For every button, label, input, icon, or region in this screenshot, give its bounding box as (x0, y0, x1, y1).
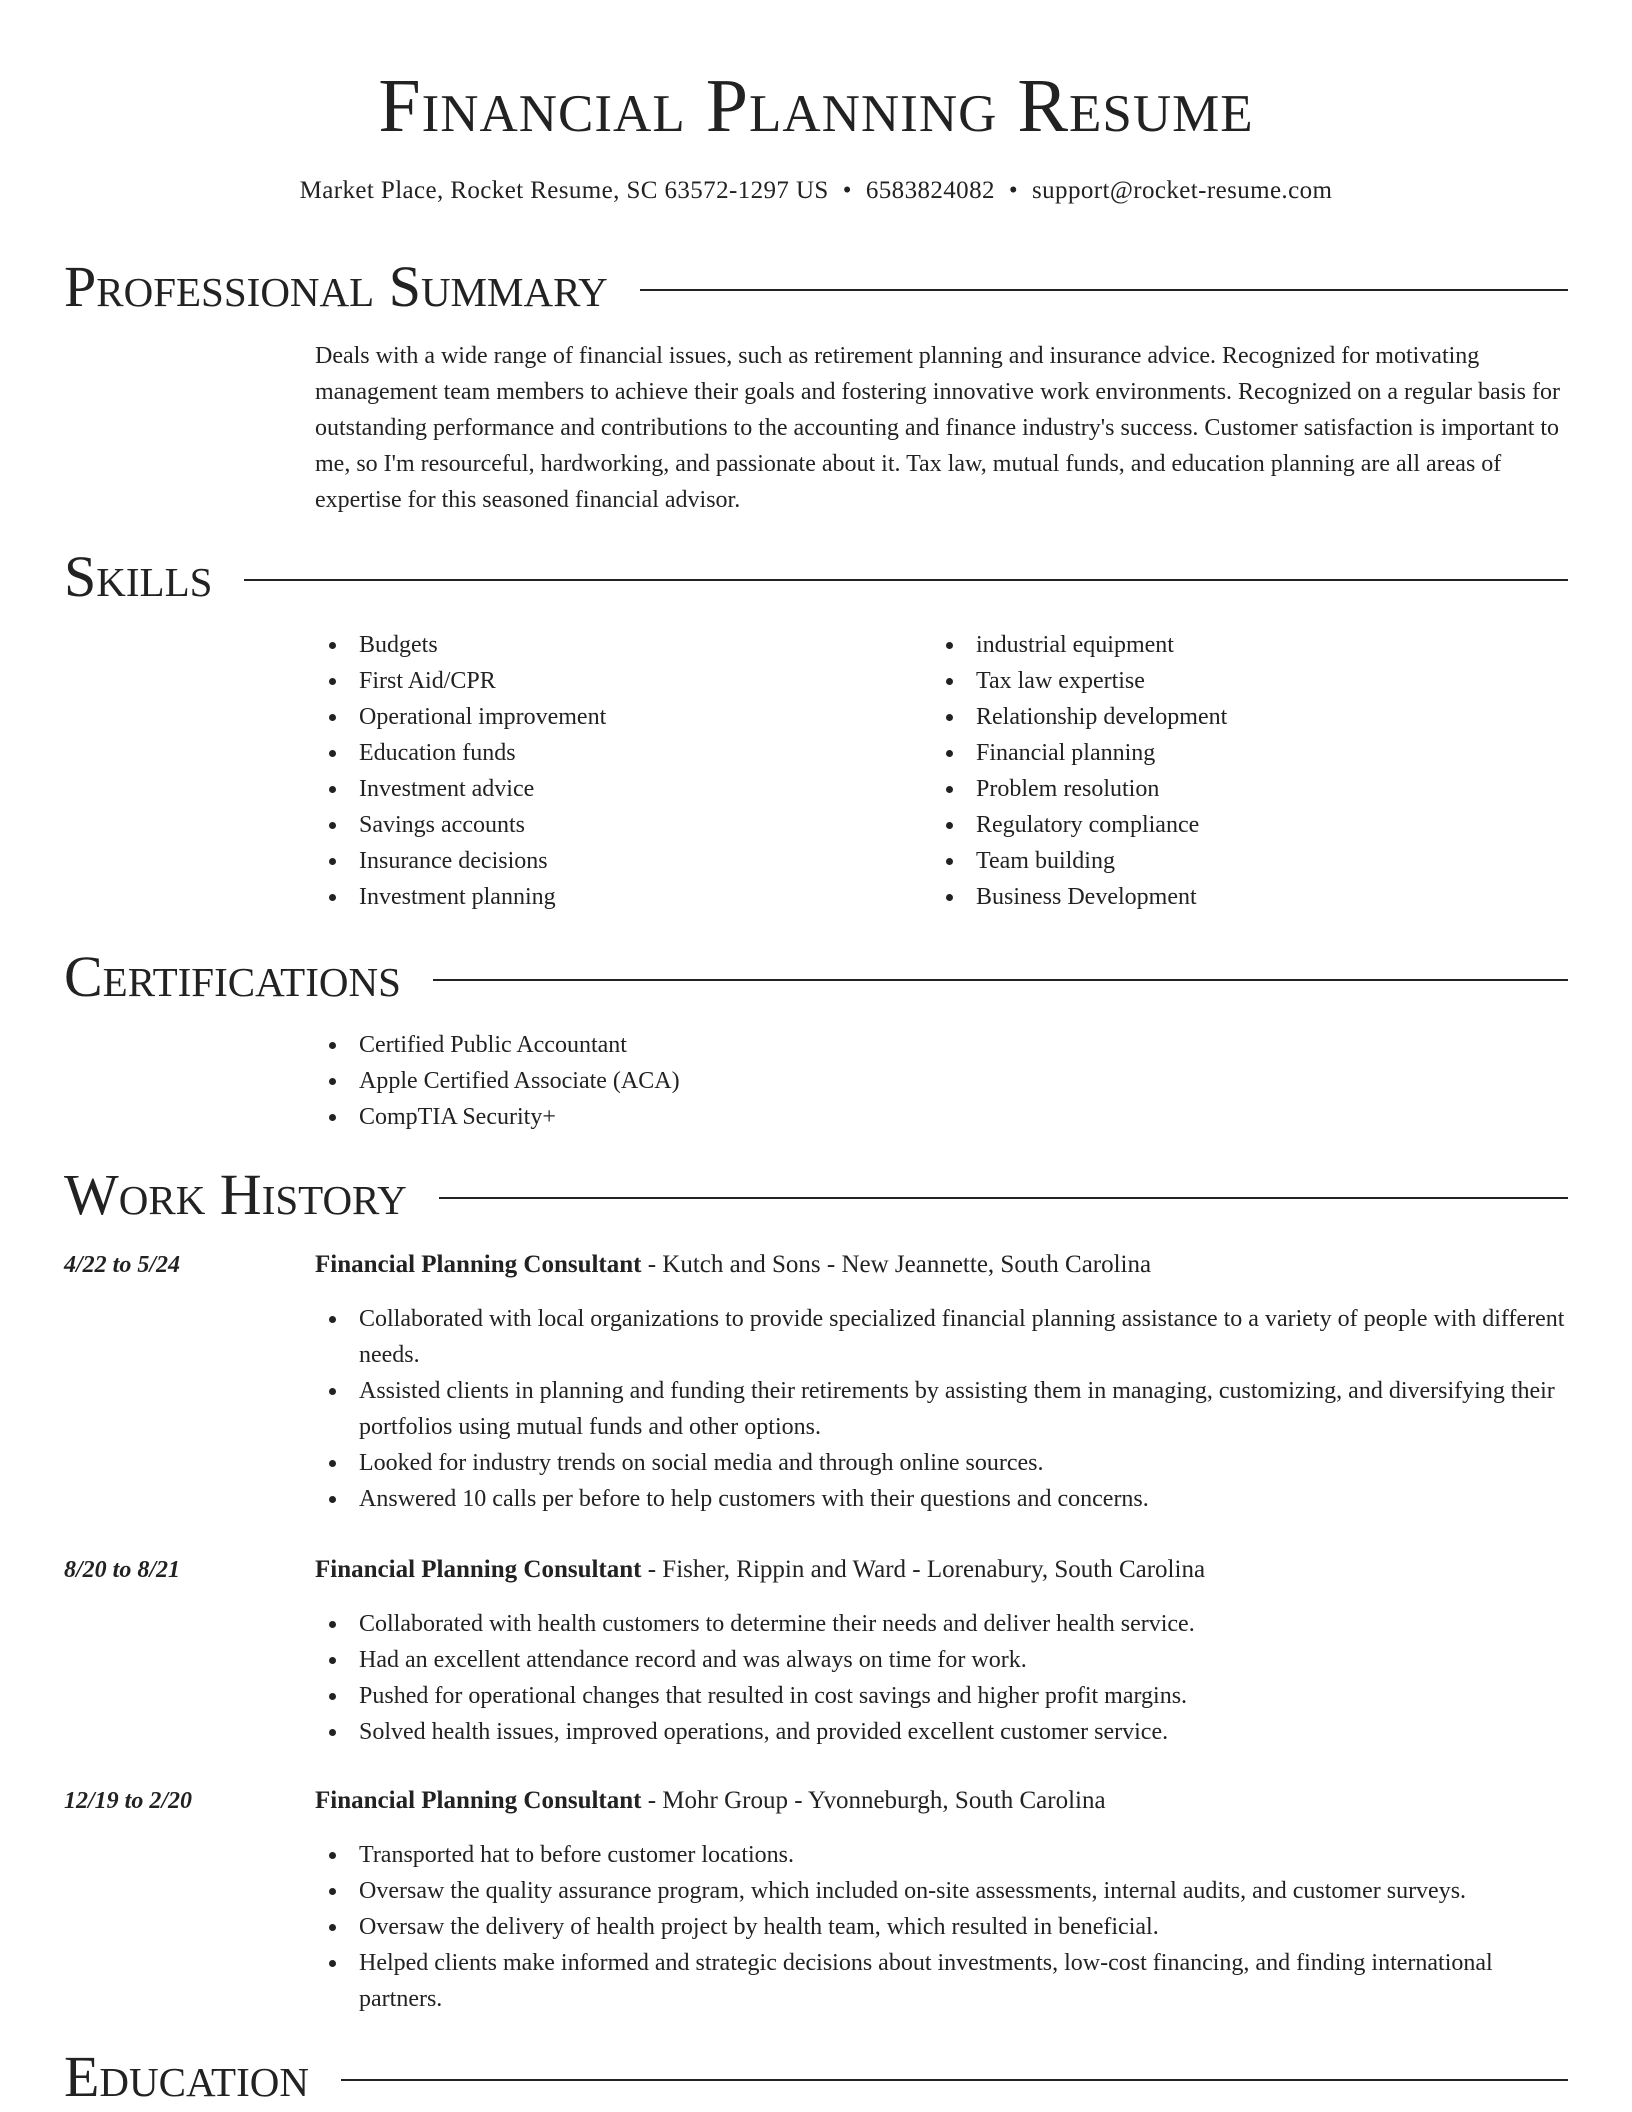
duty-item: Assisted clients in planning and funding their retirements by assisting them in managing, customizing, and diversifying their portfolios using mutual funds and other options. (315, 1373, 1570, 1445)
job-company-location: - Fisher, Rippin and Ward - Lorenabury, South Carolina (641, 1556, 1206, 1583)
job-company-location: - Mohr Group - Yvonneburgh, South Carolina (641, 1787, 1106, 1814)
skill-item: Investment planning (315, 879, 915, 915)
section-divider (640, 289, 1568, 291)
section-heading-certifications (64, 942, 1568, 1012)
job-heading (315, 1783, 1106, 1819)
contact-separator: • (1008, 177, 1019, 204)
duty-item: Oversaw the delivery of health project by health team, which resulted in beneficial. (315, 1909, 1570, 1945)
skills-list (932, 627, 1552, 915)
contact-separator: • (842, 177, 852, 204)
skill-item: Tax law expertise (932, 663, 1552, 699)
duty-item: Pushed for operational changes that resulted in cost savings and higher profit margins. (315, 1678, 1570, 1714)
skill-item: Business Development (932, 879, 1552, 915)
contact-phone[interactable]: 6583824082 (865, 177, 995, 204)
job-duties (315, 1837, 1570, 2017)
duties-list (315, 1837, 1570, 2017)
duty-item: Solved health issues, improved operations, and provided excellent customer service. (315, 1714, 1570, 1750)
duty-item: Collaborated with local organizations to provide specialized financial planning assistance to a variety of people with different needs. (315, 1301, 1570, 1373)
duties-list (315, 1301, 1570, 1517)
section-divider (439, 1197, 1568, 1199)
duty-item: Collaborated with health customers to determine their needs and deliver health service. (315, 1606, 1570, 1642)
section-title: Skills (64, 544, 213, 609)
job-heading (315, 1247, 1151, 1283)
duty-item: Looked for industry trends on social media and through online sources. (315, 1445, 1570, 1481)
section-divider (341, 2079, 1568, 2081)
skill-item: Insurance decisions (315, 843, 915, 879)
skill-item: Financial planning (932, 735, 1552, 771)
job-dates: 12/19 to 2/20 (64, 1788, 193, 1814)
job-heading (315, 1552, 1205, 1588)
job-role: Financial Planning Consultant (315, 1251, 642, 1278)
contact-line (0, 174, 1632, 208)
skill-item: Investment advice (315, 771, 915, 807)
job-role: Financial Planning Consultant (315, 1787, 642, 1814)
skill-item: Budgets (315, 627, 915, 663)
duty-item: Oversaw the quality assurance program, which included on-site assessments, internal audits, and customer surveys. (315, 1873, 1570, 1909)
resume-title: Financial Planning Resume (378, 64, 1254, 148)
section-heading-summary (64, 252, 1568, 322)
section-heading-skills (64, 542, 1568, 612)
job-duties (315, 1301, 1570, 1517)
skill-item: Problem resolution (932, 771, 1552, 807)
skills-list (315, 627, 915, 915)
skills-column-right (932, 627, 1552, 915)
section-heading-work-history (64, 1160, 1568, 1230)
skills-column-left (315, 627, 915, 915)
section-title: Professional Summary (64, 254, 608, 319)
job-dates: 8/20 to 8/21 (64, 1557, 181, 1583)
section-title: Certifications (64, 944, 401, 1009)
skill-item: Operational improvement (315, 699, 915, 735)
section-divider (433, 979, 1568, 981)
section-heading-education (64, 2042, 1568, 2112)
certifications-block (315, 1027, 1565, 1135)
duty-item: Transported hat to before customer locations. (315, 1837, 1570, 1873)
summary-text: Deals with a wide range of financial issues, such as retirement planning and insurance advice. Recognized for motivating management team members to achieve their goals and fostering innovative work environments. Recognized on a regular basis for outstanding performance and contributions to the accounting and finance industry's success. Customer satisfaction is important to me, so I'm resourceful, hardworking, and passionate about it. Tax law, mutual funds, and education planning are all areas of expertise for this seasoned financial advisor. (315, 343, 1560, 513)
duties-list (315, 1606, 1570, 1750)
certification-item: Certified Public Accountant (315, 1027, 1565, 1063)
job-company-location: - Kutch and Sons - New Jeannette, South Carolina (641, 1251, 1152, 1278)
certification-item: Apple Certified Associate (ACA) (315, 1063, 1565, 1099)
duty-item: Helped clients make informed and strategic decisions about investments, low-cost financing, and finding international partners. (315, 1945, 1570, 2017)
skill-item: industrial equipment (932, 627, 1552, 663)
certification-item: CompTIA Security+ (315, 1099, 1565, 1135)
skill-item: Regulatory compliance (932, 807, 1552, 843)
skill-item: Team building (932, 843, 1552, 879)
job-duties (315, 1606, 1570, 1750)
certifications-list (315, 1027, 1565, 1135)
skill-item: Education funds (315, 735, 915, 771)
skill-item: Relationship development (932, 699, 1552, 735)
job-role: Financial Planning Consultant (315, 1556, 642, 1583)
job-dates: 4/22 to 5/24 (64, 1252, 181, 1278)
section-divider (244, 579, 1568, 581)
contact-address: Market Place, Rocket Resume, SC 63572-1297 US (299, 177, 829, 204)
section-title: Education (64, 2044, 309, 2109)
contact-email[interactable]: support@rocket-resume.com (1032, 177, 1333, 204)
duty-item: Answered 10 calls per before to help customers with their questions and concerns. (315, 1481, 1570, 1517)
section-title: Work History (64, 1162, 407, 1227)
skill-item: First Aid/CPR (315, 663, 915, 699)
skill-item: Savings accounts (315, 807, 915, 843)
duty-item: Had an excellent attendance record and was always on time for work. (315, 1642, 1570, 1678)
